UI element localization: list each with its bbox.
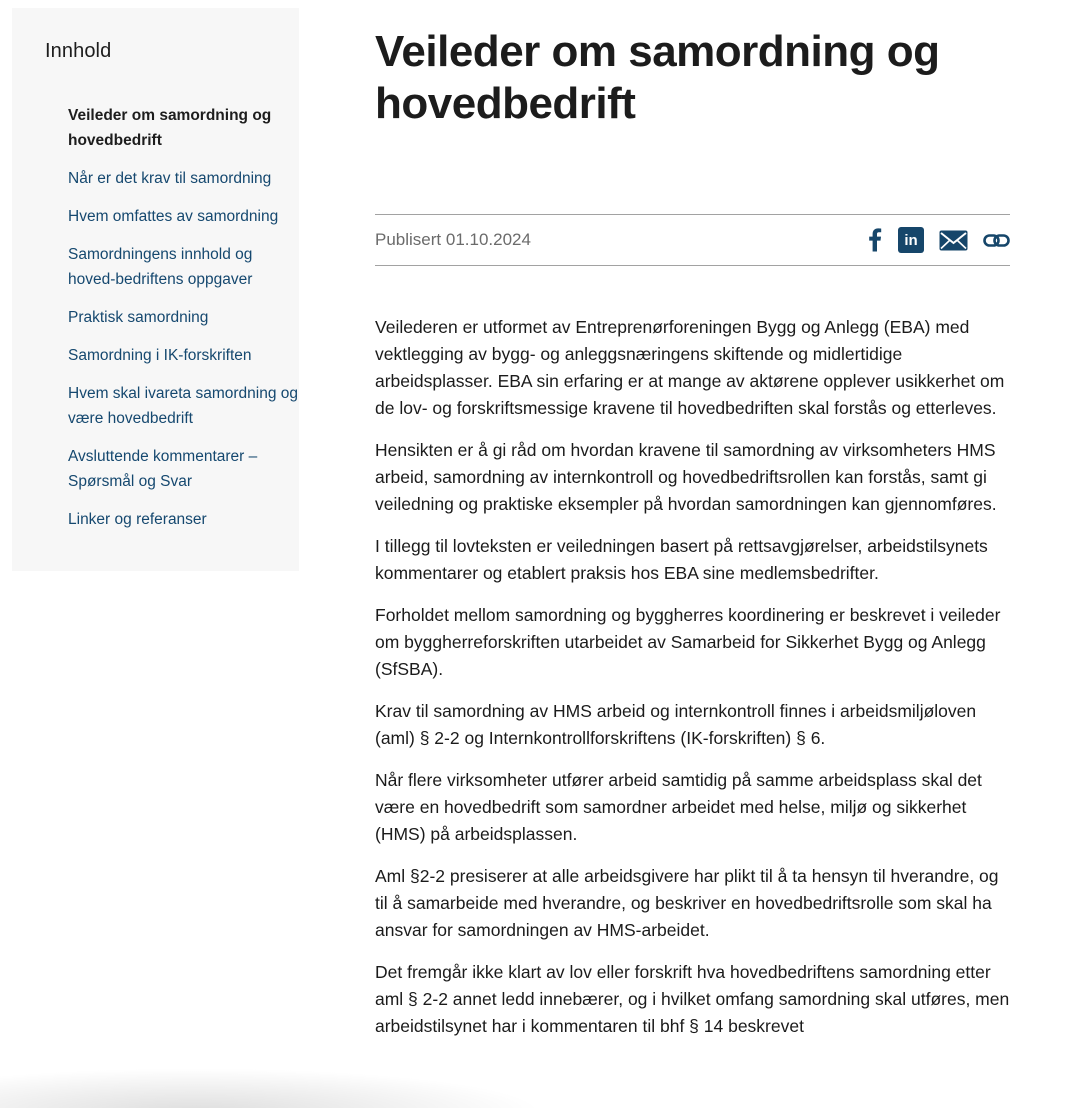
article-paragraph: Det fremgår ikke klart av lov eller forskrift hva hovedbedriftens samordning etter aml § 2-2 annet ledd innebærer, og i hvilket omfang samordning skal utføres, men arbeidstilsynet har i kommentaren til bhf § 14 beskrevet [375,962,1010,1036]
facebook-share-icon[interactable] [868,228,883,252]
sidebar-item-nar-er-det-krav[interactable]: Når er det krav til samordning [68,170,272,187]
sidebar-item-praktisk-samordning[interactable]: Praktisk samordning [68,309,209,326]
sidebar-item-hvem-omfattes[interactable]: Hvem omfattes av samordning [68,208,279,225]
link-chain-icon [983,232,1010,249]
sidebar-item-avsluttende-kommentarer[interactable]: Avsluttende kommentarer – Spørsmål og Svar [68,448,258,490]
email-share-icon[interactable] [939,230,968,251]
linkedin-share-icon[interactable] [898,227,924,253]
sidebar-item-samordningens-innhold[interactable]: Samordningens innhold og hoved-bedriftens oppgaver [68,246,253,288]
meta-bar [375,214,1010,266]
article-paragraph: I tillegg til lovteksten er veiledningen basert på rettsavgjørelser, arbeidstilsynets kommentarer og etablert praksis hos EBA sine medlemsbedrifter. [375,536,988,583]
envelope-icon [939,230,968,251]
article-column [375,0,1010,1055]
sidebar-item-veileder-om-samordning[interactable]: Veileder om samordning og hovedbedrift [68,107,272,149]
article-paragraph: Aml §2-2 presiserer at alle arbeidsgivere har plikt til å ta hensyn til hverandre, og til å samarbeide med hverandre, og beskriver en hovedbedriftsrolle som skal ha ansvar for samordningen av HMS-arbeidet. [375,866,999,940]
sidebar-item-hvem-skal-ivareta[interactable]: Hvem skal ivareta samordning og være hovedbedrift [68,385,299,427]
sidebar-item-samordning-ik-forskriften[interactable]: Samordning i IK-forskriften [68,347,252,364]
facebook-f-icon [868,228,883,252]
page-title: Veileder om samordning og hovedbedrift [375,27,940,128]
sidebar-item-linker-og-referanser[interactable]: Linker og referanser [68,511,207,528]
article-paragraph: Hensikten er å gi råd om hvordan kravene til samordning av virksomheters HMS arbeid, samordning av internkontroll og hovedbedriftsrollen kan forstås, samt gi veiledning og praktiske eksempler på hvordan samordningen kan gjennomføres. [375,440,997,514]
linkedin-in-glyph: in [898,227,924,253]
share-buttons [868,227,1010,253]
sidebar-heading: Innhold [45,40,112,62]
table-of-contents [12,8,299,571]
sidebar-nav [68,103,300,545]
published-date: Publisert 01.10.2024 [375,230,531,249]
article-paragraph: Når flere virksomheter utfører arbeid samtidig på samme arbeidsplass skal det være en hovedbedrift som samordner arbeidet med helse, miljø og sikkerhet (HMS) på arbeidsplassen. [375,770,982,844]
article-paragraph: Krav til samordning av HMS arbeid og internkontroll finnes i arbeidsmiljøloven (aml) § 2-2 og Internkontrollforskriftens (IK-forskriften) § 6. [375,701,977,748]
article-body [375,314,1010,1040]
article-paragraph: Forholdet mellom samordning og byggherres koordinering er beskrevet i veileder om byggherreforskriften utarbeidet av Samarbeid for Sikkerhet Bygg og Anlegg (SfSBA). [375,605,1001,679]
article-paragraph: Veilederen er utformet av Entreprenørforeningen Bygg og Anlegg (EBA) med vektlegging av bygg- og anleggsnæringens skiftende og midlertidige arbeidsplasser. EBA sin erfaring er at mange av aktørene opplever usikkerhet om de lov- og forskriftsmessige kravene til hovedbedriften skal forstås og etterleves. [375,317,1005,418]
copy-link-icon[interactable] [983,232,1010,249]
